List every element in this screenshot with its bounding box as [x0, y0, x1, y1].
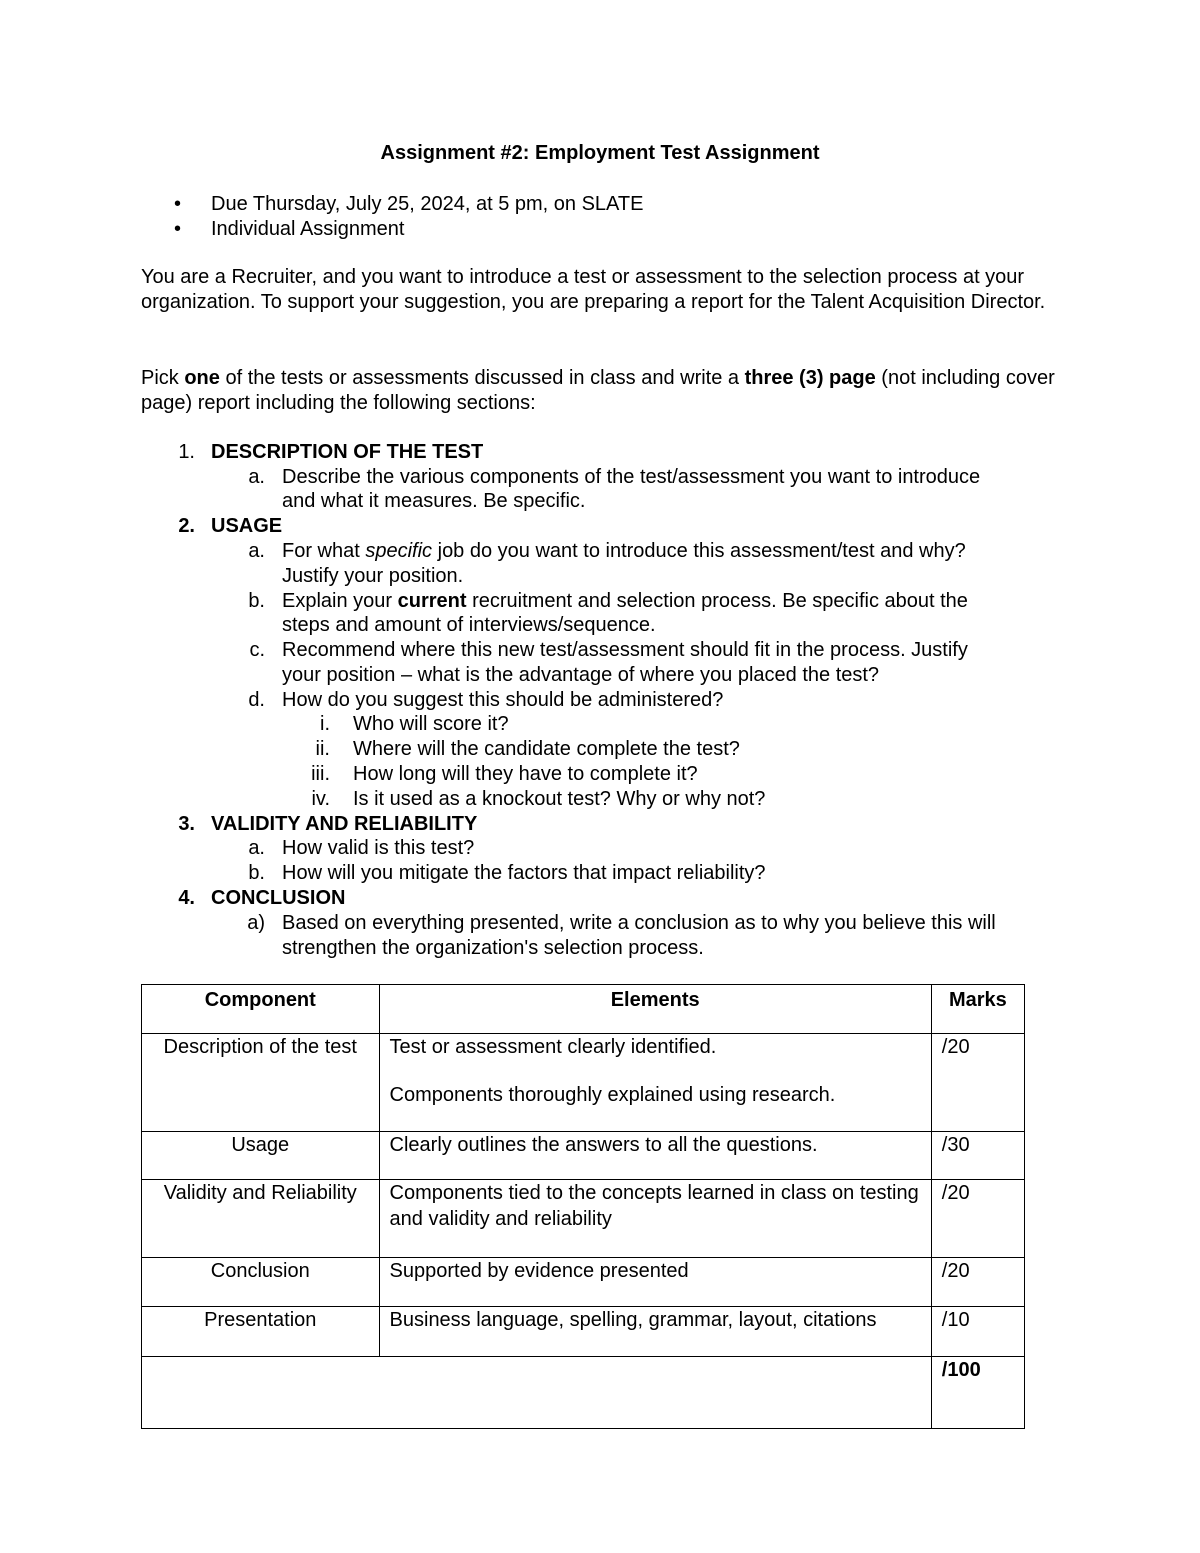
row-elements — [379, 1034, 931, 1132]
section-heading-conclusion: CONCLUSION — [211, 887, 346, 909]
roman-text: Where will the candidate complete the test? — [353, 738, 740, 760]
header-marks: Marks — [931, 985, 1024, 1034]
text-run: job do you want to introduce this assessment/test and why? — [432, 540, 966, 562]
row-component: Validity and Reliability — [142, 1180, 380, 1258]
item-marker: c. — [249, 639, 265, 661]
item-text: Recommend where this new test/assessment should fit in the process. Justify — [282, 639, 968, 661]
table-row — [142, 1034, 1025, 1132]
item-text: Justify your position. — [282, 565, 464, 587]
pick-pre: Pick — [141, 367, 185, 389]
section-number: 2. — [178, 515, 195, 537]
item-marker: a) — [247, 912, 265, 934]
pick-pages: three (3) page — [744, 367, 876, 389]
item-text: and what it measures. Be specific. — [282, 490, 586, 512]
item-marker: b. — [248, 590, 265, 612]
roman-marker: iv. — [311, 788, 330, 810]
item-marker: a. — [248, 540, 265, 562]
header-elements: Elements — [379, 985, 931, 1034]
pick-one: one — [184, 367, 220, 389]
row-elements: Components tied to the concepts learned in class on testing and validity and reliability — [379, 1180, 931, 1258]
row-marks: /20 — [931, 1180, 1024, 1258]
row-component: Presentation — [142, 1307, 380, 1357]
item-text — [282, 539, 966, 563]
total-row — [142, 1357, 1025, 1429]
roman-marker: iii. — [311, 763, 330, 785]
item-text: Based on everything presented, write a conclusion as to why you believe this will — [282, 912, 996, 934]
row-elements: Business language, spelling, grammar, layout, citations — [379, 1307, 931, 1357]
roman-text: Who will score it? — [353, 713, 509, 735]
item-text: steps and amount of interviews/sequence. — [282, 614, 656, 636]
item-text: strengthen the organization's selection process. — [282, 937, 704, 959]
pick-mid: of the tests or assessments discussed in class and write a — [219, 367, 745, 389]
item-marker: a. — [248, 837, 265, 859]
row-component: Description of the test — [142, 1034, 380, 1132]
item-text: How will you mitigate the factors that impact reliability? — [282, 862, 766, 884]
item-text: your position – what is the advantage of where you placed the test? — [282, 664, 880, 686]
bullet-dot: • — [174, 218, 182, 240]
item-text: Describe the various components of the test/assessment you want to introduce — [282, 466, 981, 488]
header-component: Component — [142, 985, 380, 1034]
element-line: Test or assessment clearly identified. — [389, 1036, 717, 1058]
text-run-bold: current — [397, 590, 467, 612]
roman-text: How long will they have to complete it? — [353, 763, 698, 785]
total-blank-cell — [142, 1357, 932, 1429]
element-line: Components thoroughly explained using research. — [389, 1084, 836, 1106]
row-marks: /30 — [931, 1132, 1024, 1180]
row-marks: /20 — [931, 1258, 1024, 1307]
row-elements: Clearly outlines the answers to all the questions. — [379, 1132, 931, 1180]
table-row — [142, 1307, 1025, 1357]
row-elements: Supported by evidence presented — [379, 1258, 931, 1307]
pick-post: (not including cover page) report including the following sections: — [141, 367, 1055, 414]
table-row — [142, 1132, 1025, 1180]
instructions-paragraph — [141, 366, 1071, 416]
item-marker: a. — [248, 466, 265, 488]
section-heading-description: DESCRIPTION OF THE TEST — [211, 441, 484, 463]
individual-bullet: Individual Assignment — [211, 218, 405, 240]
table-header-row — [142, 985, 1025, 1034]
section-number: 4. — [178, 887, 195, 909]
roman-marker: ii. — [315, 738, 330, 760]
row-marks: /10 — [931, 1307, 1024, 1357]
page-title: Assignment #2: Employment Test Assignment — [380, 142, 820, 164]
row-component: Usage — [142, 1132, 380, 1180]
item-marker: b. — [248, 862, 265, 884]
text-run: For what — [282, 540, 366, 562]
table-row — [142, 1180, 1025, 1258]
roman-marker: i. — [320, 713, 330, 735]
text-run: Explain your — [282, 590, 398, 612]
table-row — [142, 1258, 1025, 1307]
due-date-bullet: Due Thursday, July 25, 2024, at 5 pm, on SLATE — [211, 193, 644, 215]
rubric-table — [141, 984, 1025, 1429]
section-number: 3. — [178, 813, 195, 835]
row-component: Conclusion — [142, 1258, 380, 1307]
text-run-italic: specific — [365, 540, 433, 562]
section-heading-usage: USAGE — [211, 515, 283, 537]
total-marks: /100 — [931, 1357, 1024, 1429]
row-marks: /20 — [931, 1034, 1024, 1132]
item-text — [282, 589, 968, 613]
section-heading-validity: VALIDITY AND RELIABILITY — [211, 813, 478, 835]
item-text: How do you suggest this should be administered? — [282, 689, 724, 711]
roman-text: Is it used as a knockout test? Why or why not? — [353, 788, 766, 810]
item-marker: d. — [248, 689, 265, 711]
intro-paragraph: You are a Recruiter, and you want to introduce a test or assessment to the selection process at your organization. To support your suggestion, you are preparing a report for the Talent Acquisition Director. — [141, 266, 1046, 313]
item-text: How valid is this test? — [282, 837, 475, 859]
text-run: recruitment and selection process. Be specific about the — [466, 590, 968, 612]
section-number: 1. — [178, 441, 195, 463]
bullet-dot: • — [174, 193, 182, 215]
